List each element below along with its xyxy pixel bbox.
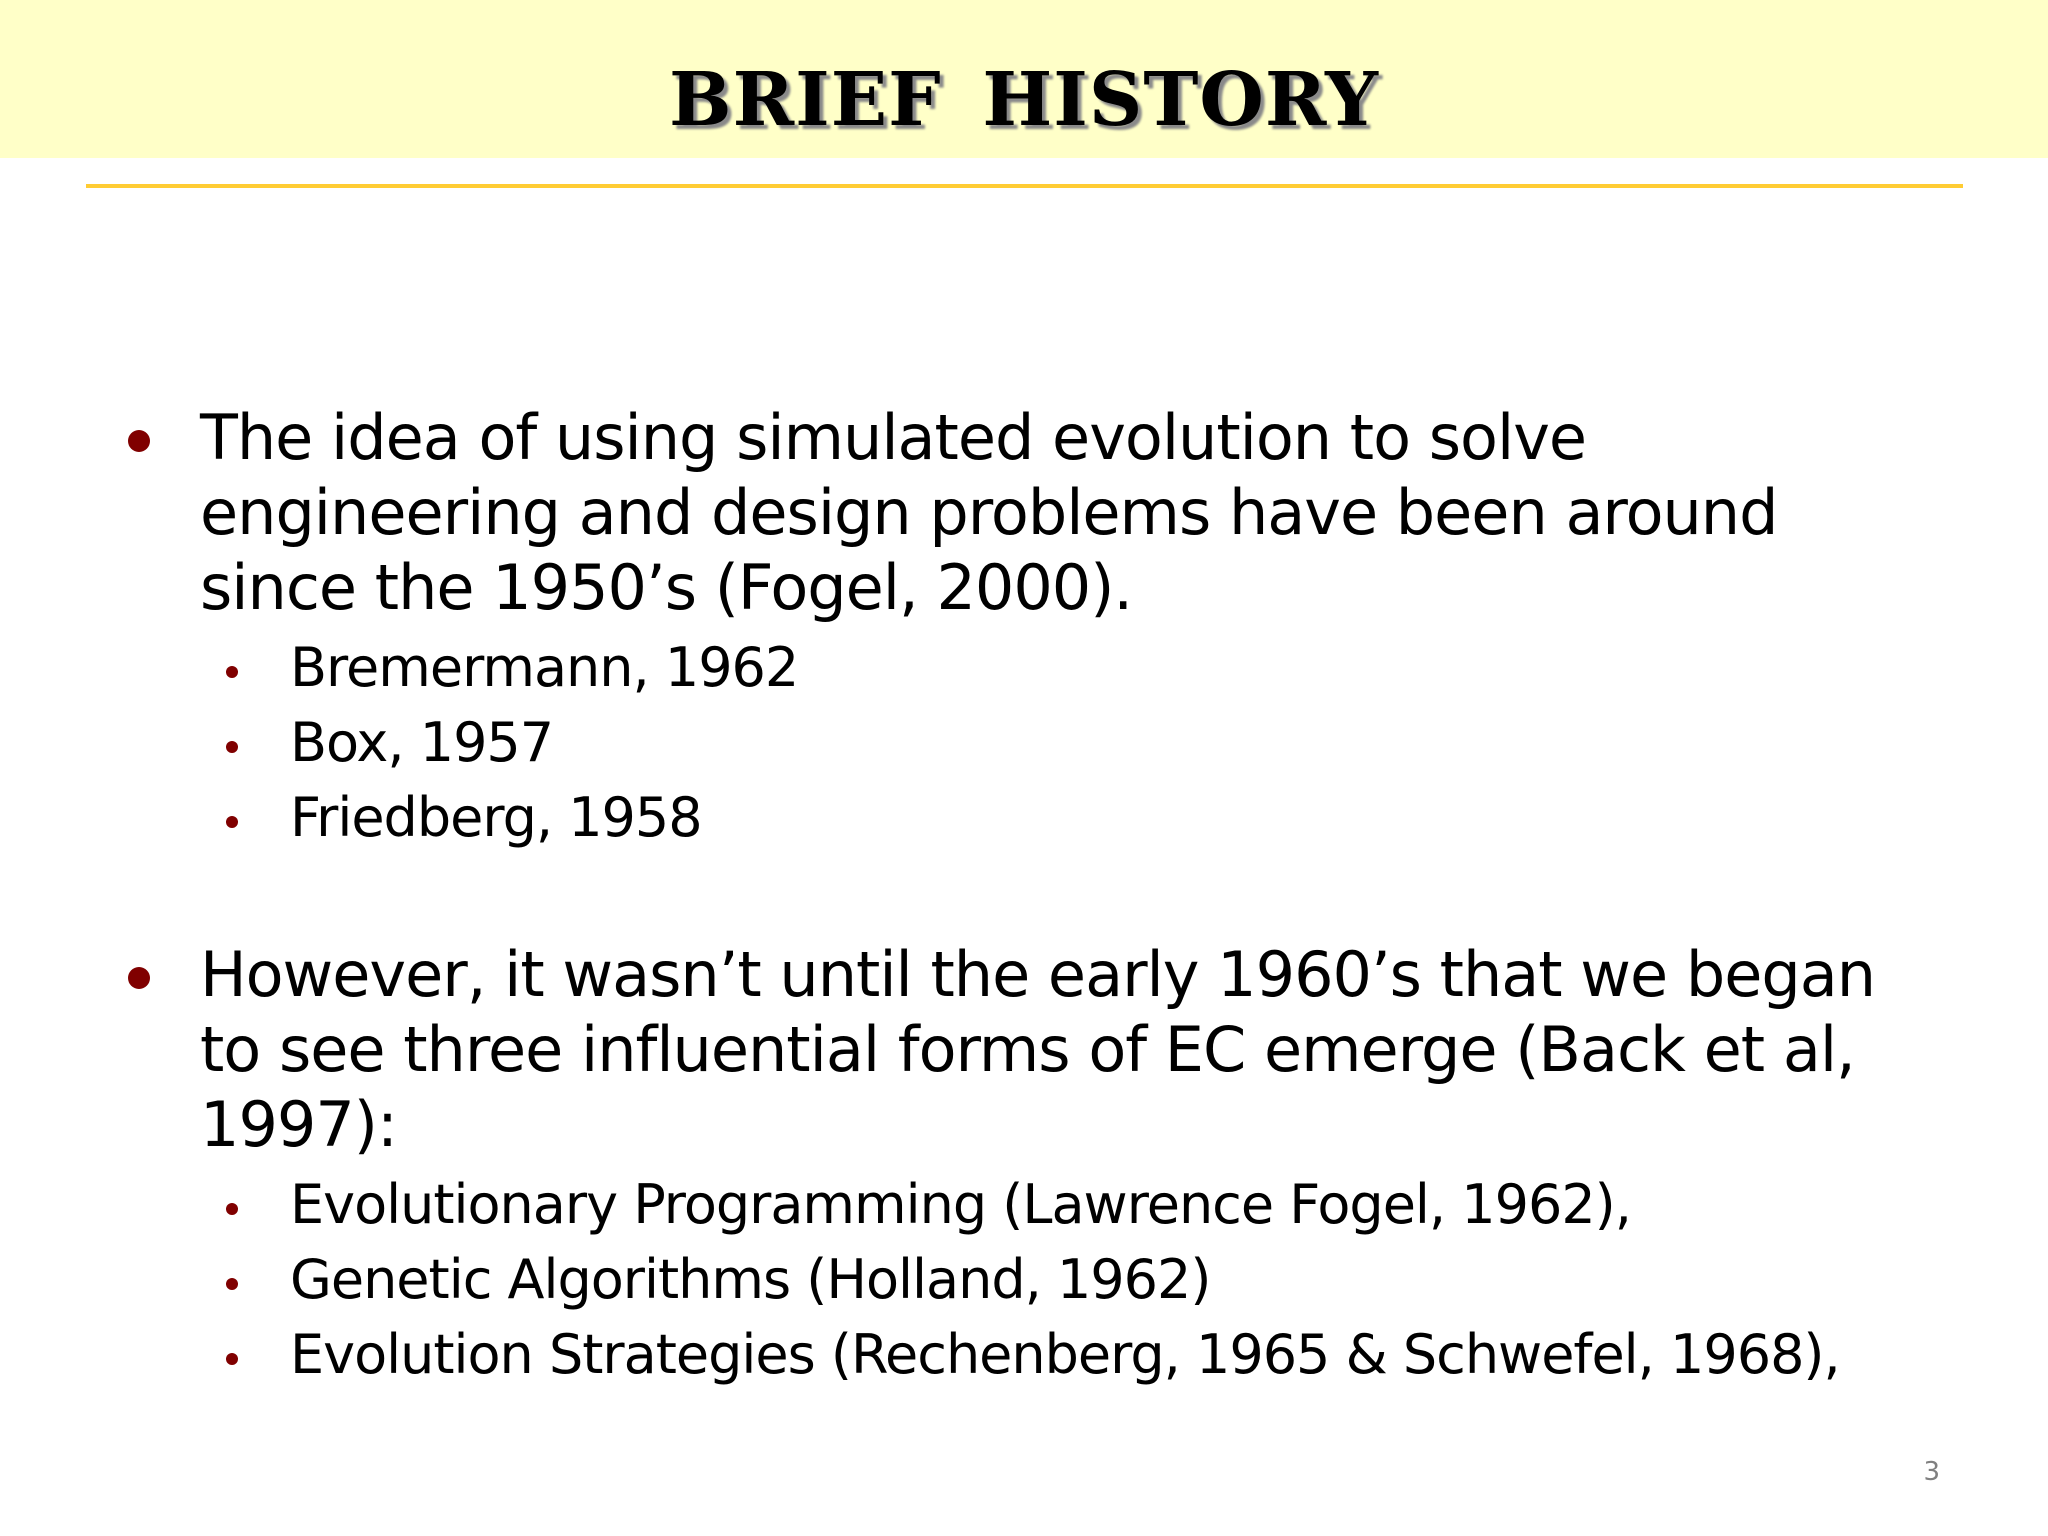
sub-bullet-text: Bremermann, 1962	[290, 636, 799, 699]
slide-title: BRIEF HISTORY	[669, 57, 1379, 143]
sub-bullet-dot-icon	[226, 816, 238, 828]
bullet-item	[128, 937, 1928, 1162]
sub-bullet-dot-icon	[226, 1278, 238, 1290]
sub-bullet-text: Box, 1957	[290, 711, 554, 774]
sub-bullet-text: Friedberg, 1958	[290, 786, 702, 849]
sub-bullet-item	[226, 705, 1826, 780]
sub-bullet-text: Evolution Strategies (Rechenberg, 1965 & Schwefel, 1968),	[290, 1323, 1840, 1386]
bullet-text: The idea of using simulated evolution to solve engineering and design problems have been around since the 1950’s (Fogel, 2000).	[200, 401, 1778, 624]
sub-bullet-item	[226, 1167, 1826, 1242]
sub-bullet-dot-icon	[226, 666, 238, 678]
sub-bullet-dot-icon	[226, 741, 238, 753]
sub-bullet-dot-icon	[226, 1353, 238, 1365]
sub-bullet-item	[226, 780, 1826, 855]
sub-bullet-text: Evolutionary Programming (Lawrence Fogel, 1962),	[290, 1173, 1631, 1236]
sub-bullet-item	[226, 1242, 1826, 1317]
title-underline	[86, 184, 1963, 188]
page-number: 3	[1923, 1457, 1940, 1487]
sub-bullet-dot-icon	[226, 1203, 238, 1215]
bullet-item	[128, 400, 1928, 625]
bullet-text: However, it wasn’t until the early 1960’s that we began to see three influential forms of EC emerge (Back et al, 1997):	[200, 938, 1876, 1161]
bullet-dot-icon	[128, 967, 150, 989]
bullet-dot-icon	[128, 430, 150, 452]
sub-bullet-text: Genetic Algorithms (Holland, 1962)	[290, 1248, 1211, 1311]
sub-bullet-item	[226, 630, 1826, 705]
sub-bullet-item	[226, 1317, 1840, 1392]
